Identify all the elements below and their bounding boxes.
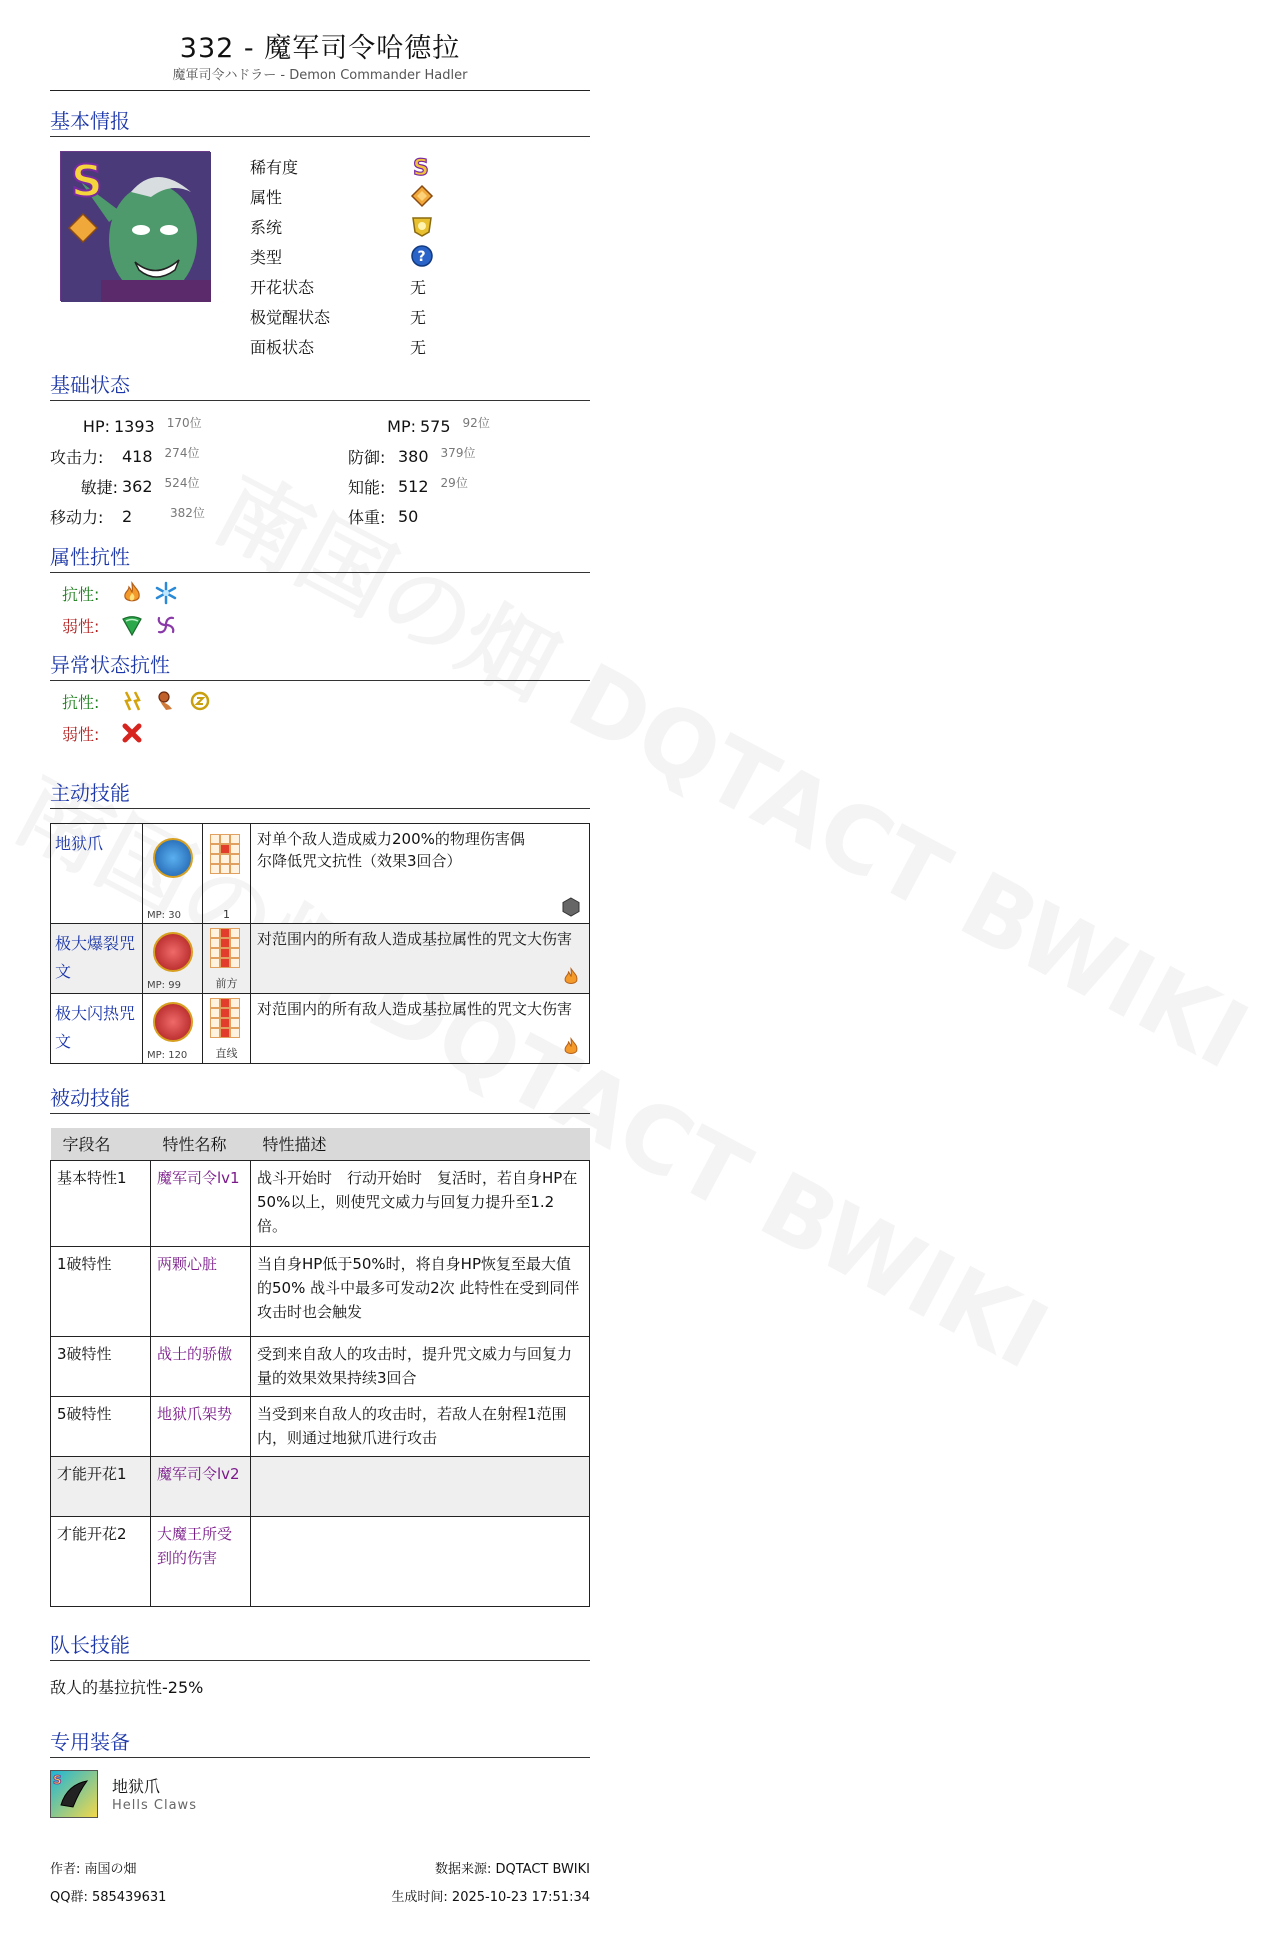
resist-label: 抗性: [62,692,100,712]
stat-label: MP: [387,416,416,436]
stat-agility [50,471,199,501]
skill-name: 极大闪热咒文 [51,994,143,1064]
info-label: 面板状态 [250,337,315,357]
stat-label: 防御: [348,447,386,467]
range-grid [210,834,240,876]
info-label: 类型 [250,247,283,267]
info-row-awaken [250,301,450,331]
info-value: 无 [410,337,427,357]
type-icon [410,244,450,268]
info-label: 稀有度 [250,157,299,177]
cross-icon [120,721,144,745]
stat-label: 攻击力: [50,447,104,467]
passive-name: 两颗心脏 [151,1246,251,1336]
stat-label: 移动力: [50,507,104,527]
range-grid [210,928,240,970]
element-weak-row [50,609,590,641]
range-caption: 前方 [215,977,238,990]
hadler-portrait-icon [61,152,211,302]
range-grid [210,998,240,1040]
stat-value: 50 [398,506,419,526]
ice-icon [154,581,178,605]
stat-value: 418 [122,446,153,466]
physical-type-icon [561,897,581,917]
skill-row [51,994,590,1064]
section-heading: 基础状态 [50,369,590,401]
column-header: 字段名 [51,1128,151,1160]
passive-field: 5破特性 [51,1396,151,1456]
stats-section [50,369,590,541]
skill-row [51,824,590,924]
paralysis-icon [120,689,144,713]
svg-text:?: ? [417,249,426,265]
stat-hp [50,411,202,441]
svg-text:S: S [71,156,103,207]
stat-defense [348,441,475,471]
fire-type-icon [561,967,581,987]
info-row-element [250,181,450,211]
skill-icon-cell [143,924,203,994]
stat-rank: 274位 [164,445,200,460]
claw-skill-icon [153,838,193,878]
section-heading: 被动技能 [50,1082,590,1114]
section-heading: 异常状态抗性 [50,649,590,681]
footer-qq: QQ群: 585439631 [50,1889,167,1905]
passive-row [51,1246,590,1336]
passive-desc: 当自身HP低于50%时，将自身HP恢复至最大值的50% 战斗中最多可发动2次 此特性在受到同伴攻击时也会触发 [251,1246,590,1336]
info-value: 无 [410,277,427,297]
page-title: 332 - 魔军司令哈德拉 [179,33,461,64]
stat-rank: 382位 [170,505,205,520]
footer-source: 数据来源: DQTACT BWIKI [434,1861,590,1877]
stat-mp [348,411,490,441]
rarity-s-icon [410,154,450,181]
equipment-name: 地狱爪 [112,1776,161,1796]
info-row-panel [250,331,450,361]
title-divider [50,90,590,91]
section-heading: 属性抗性 [50,541,590,573]
stat-value: 1393 [114,416,155,436]
info-row-type [250,241,450,271]
passive-name: 大魔王所受到的伤害 [151,1516,251,1606]
info-row-bloom [250,271,450,301]
stat-weight [348,501,418,531]
passive-name: 战士的骄傲 [151,1336,251,1396]
active-skills-section [50,777,590,1064]
stat-attack [50,441,199,471]
passive-name: 地狱爪架势 [151,1396,251,1456]
weak-label: 弱性: [62,616,100,636]
stat-value: 512 [398,476,429,496]
passive-row [51,1456,590,1516]
stat-label: 敏捷: [80,477,118,497]
skill-icon-cell [143,824,203,924]
flash-spell-icon [153,1002,193,1042]
column-header: 特性名称 [151,1128,251,1160]
skill-row [51,924,590,994]
basic-info-section [50,105,590,369]
skill-desc-cell [251,994,590,1064]
equipment-section [50,1726,590,1828]
section-heading: 主动技能 [50,777,590,809]
passive-field: 才能开花2 [51,1516,151,1606]
element-resist-row [50,577,590,609]
info-value: 无 [410,307,427,327]
skill-range-cell [203,924,251,994]
skill-name: 极大爆裂咒文 [51,924,143,994]
fire-icon [120,581,144,605]
passive-skills-table [50,1128,590,1607]
status-resist-section [50,649,590,749]
stat-label: 知能: [348,477,386,497]
equipment-english-name: Hells Claws [112,1797,197,1813]
column-header: 特性描述 [251,1128,590,1160]
passive-desc: 战斗开始时 行动开始时 复活时，若自身HP在50%以上，则使咒文威力与回复力提升至1.2倍。 [251,1160,590,1246]
passive-name: 魔军司令lv2 [151,1456,251,1516]
page-subtitle: 魔軍司令ハドラー - Demon Commander Hadler [172,68,468,83]
resist-label: 抗性: [62,584,100,604]
confusion-icon [188,689,212,713]
status-resist-row [50,685,590,717]
skill-desc-cell [251,824,590,924]
section-heading: 基本情报 [50,105,590,137]
info-row-rarity [250,151,450,181]
stat-value: 575 [420,416,451,436]
svg-text:S: S [413,156,429,181]
passive-field: 才能开花1 [51,1456,151,1516]
stat-rank: 170位 [166,415,202,430]
section-heading: 专用装备 [50,1726,590,1758]
svg-text:S: S [53,1772,62,1787]
skill-mp: MP: 30 [147,910,181,921]
stat-value: 2 [122,506,133,526]
stat-intelligence [348,471,468,501]
footer-generated: 生成时间: 2025-10-23 17:51:34 [391,1889,590,1905]
family-icon [410,214,450,238]
stat-label: HP: [82,416,110,436]
passive-desc: 当受到来自敌人的攻击时，若敌人在射程1范围内，则通过地狱爪进行攻击 [251,1396,590,1456]
stat-value: 362 [122,476,153,496]
dark-icon [154,613,178,637]
passive-row [51,1396,590,1456]
section-heading: 队长技能 [50,1629,590,1661]
passive-desc [251,1516,590,1606]
skill-description: 对范围内的所有敌人造成基拉属性的咒文大伤害 [257,1000,573,1018]
stat-value: 380 [398,446,429,466]
character-portrait [60,151,210,301]
skill-icon-cell [143,994,203,1064]
skill-description: 对单个敌人造成威力200%的物理伤害偶 尔降低咒文抗性（效果3回合） [257,830,525,870]
stat-move [50,501,205,531]
fire-type-icon [561,1037,581,1057]
passive-desc [251,1456,590,1516]
stat-label: 体重: [348,507,386,527]
passive-header-row [51,1128,590,1160]
info-label: 属性 [250,187,283,207]
passive-field: 3破特性 [51,1336,151,1396]
skill-desc-cell [251,924,590,994]
passive-row [51,1336,590,1396]
skill-description: 对范围内的所有敌人造成基拉属性的咒文大伤害 [257,930,573,948]
explosion-spell-icon [153,932,193,972]
passive-skills-section [50,1082,590,1607]
passive-field: 1破特性 [51,1246,151,1336]
footer-author: 作者: 南国の畑 [50,1861,137,1877]
info-label: 开花状态 [250,277,315,297]
skill-range-cell [203,994,251,1064]
passive-row [51,1160,590,1246]
stat-rank: 29位 [440,475,468,490]
hells-claws-icon [50,1770,98,1818]
stat-rank: 379位 [440,445,476,460]
passive-field: 基本特性1 [51,1160,151,1246]
info-label: 系统 [250,217,283,237]
wind-icon [120,613,144,637]
poison-icon [154,689,178,713]
range-caption: 直线 [215,1047,238,1060]
element-resist-section [50,541,590,641]
weak-label: 弱性: [62,724,100,744]
passive-row [51,1516,590,1606]
skill-mp: MP: 99 [147,980,181,991]
footer [50,1858,590,1938]
status-weak-row [50,717,590,749]
leader-skill-section [50,1629,590,1698]
range-caption: 1 [223,908,230,921]
element-icon [410,184,450,208]
skill-range-cell [203,824,251,924]
passive-desc: 受到来自敌人的攻击时，提升咒文威力与回复力量的效果效果持续3回合 [251,1336,590,1396]
active-skills-table [50,823,590,1064]
passive-name: 魔军司令lv1 [151,1160,251,1246]
skill-mp: MP: 120 [147,1050,188,1061]
stat-rank: 524位 [164,475,200,490]
stat-rank: 92位 [462,415,490,430]
leader-skill-text: 敌人的基拉抗性-25% [50,1677,204,1697]
info-row-family [250,211,450,241]
info-label: 极觉醒状态 [250,307,331,327]
skill-name: 地狱爪 [51,824,143,924]
